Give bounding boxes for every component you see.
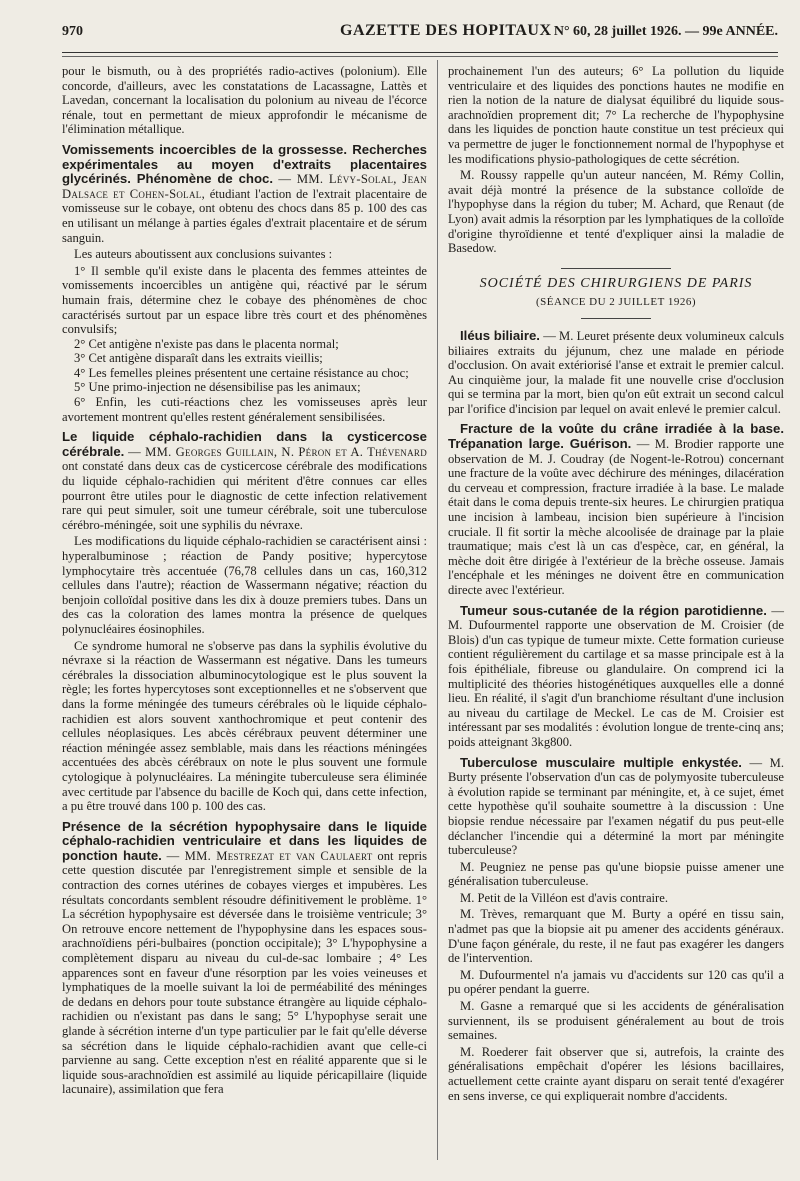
article-fracture [448,422,784,597]
article-text: — M. Dufourmentel rapporte une observation de M. Croisier (de Blois) d'un cas typique de tumeur mixte. Cette formation curieuse contient régulièrement du cartilage et sa masse principale est à la fois épithéliale, fibreuse ou glandulaire. On comprend ici la multiplicité des théories histogénétiques auxquelles elle a donné lieu. En réalité, il s'agit d'un branchiome résultant d'une inclusion au niveau du cartilage de Meckel. Le cas de M. Croisier est intéressant par ses modalités : évolution longue de trente-cinq ans; poids atteignant 3kg800. [448,603,784,749]
list-item: 4° Les femelles pleines présentent une certaine résistance au choc; [74,365,409,380]
discussion-paragraph: M. Roederer fait observer que si, autrefois, la crainte des généralisations empêchait d'opérer les lésions bacillaires, actuellement cette crainte ayant disparu on serait tenté d'exagérer en sens inverse, ce qui expliquerait nombre d'accidents. [448,1044,784,1103]
article-text: — M. Burty présente l'observation d'un cas de polymyosite tuberculeuse à évolution rapide se terminant par méningite, et, à ce sujet, émet cette hypothèse qu'il souhaite soumettre à la discussion : Une biopsie rendue nécessaire par l'examen négatif du pus peut-elle déclancher l'incendie qui a déterminé la mort par méningite tuberculeuse? [448,755,784,858]
article-authors: — MM. Georges Guillain, N. Péron et A. Thévenard [128,444,427,459]
conclusions-intro: Les auteurs aboutissent aux conclusions suivantes : [74,247,333,262]
issue-info: N° 60, 28 juillet 1926. — 99e ANNÉE. [553,24,778,39]
article-title: Présence de la sécrétion hypophysaire dans le liquide céphalo-rachidien ventriculaire et dans les liquides de ponction haute. [62,818,427,863]
article-cysticercose [62,430,427,813]
continued-paragraph: prochainement l'un des auteurs; 6° La pollution du liquide ventriculaire et des liquides des ponctions hautes ne modifie en rien la notion de la nature de dialysat équilibré du liquide sous-arachnoïdien proprement dit; 7° La recherche de l'hypophysine dans les liquides de ponction haute constitue un test précieux qui va permettre de juger le fonctionnement normal de l'hypophyse et les modifications physio-pathologiques de cette sécrétion. [448,64,784,166]
journal-title: GAZETTE DES HOPITAUX [340,22,552,39]
header-rule [62,52,778,53]
article-paragraph: Les modifications du liquide céphalo-rachidien se caractérisent ainsi : hyperalbuminose ; réaction de Pandy positive; hypercytose lymphocytaire très accentuée (76,78 cellules dans un cas, 160,312 cellules dans l'autre); réaction de Wassermann négative; réaction du benjoin colloïdal positive dans les dix à douze premiers tubes. Dans un des cas la coloration des lames montra la présence de quelques polynucléaires éosinophiles. [62,534,427,636]
header-rule-thin [62,56,778,57]
article-text: ont constaté dans deux cas de cysticercose cérébrale des modifications du liquide céphalo-rachidien qui méritent d'être connues car elles pourront être utiles pour le diagnostic de cette infection relativement rare qui peut simuler, soit une tumeur cérébrale, soit une tuberculose cérébro-méningée, soit une syphilis du névraxe. [62,459,427,532]
article-title: Fracture de la voûte du crâne irradiée à la base. Trépanation large. Guérison. [448,421,784,452]
article-hypophysaire [62,820,427,1097]
article-text: — M. Leuret présente deux volumineux calculs biliaires extraits du jéjunum, chez une malade en période d'occlusion. On avait extériorisé l'anse et extrait le premier calcul. Au cinquième jour, la malade fit une nouvelle crise d'occlusion qui se termina par la mort, bien qu'on eût extrait un second calcul par l'orifice d'incision par lequel on avait enlevé le premier calcul. [448,328,784,416]
article-title: Tumeur sous-cutanée de la région parotidienne. [460,602,767,618]
left-column [62,64,427,1099]
list-item: 6° Enfin, les cuti-réactions chez les vomisseuses après leur avortement montrent qu'elles restent généralement sensibilisées. [62,395,427,424]
article-tumeur [448,604,784,750]
list-item: 5° Une primo-injection ne désensibilise pas les animaux; [74,380,361,395]
article-text: étudiant l'action de l'extrait placentaire de vomisseuse sur le cobaye, ont obtenu des chocs dans 85 p. 100 des cas en utilisant un mélange à parties égales d'extrait placentaire et de sérum sanguin. [62,186,427,245]
section-rule [561,268,671,269]
article-paragraph: Ce syndrome humoral ne s'observe pas dans la syphilis évolutive du névraxe si la réaction de Wassermann est négative. Dans les tumeurs cérébrales la dissociation albuminocytologique est le plus souvent la règle; les fortes hypercytoses sont exceptionnelles et ne s'observent que dans la forme méningée des tumeurs cérébrales où le liquide céphalo-rachidien est alors souvent xanthochromique et peut contenir des cellules néoplasiques. Les abcès cérébraux peuvent déterminer une réaction méningée assez semblable, mais dans les réactions méningées accentuées des abcès cérébraux on note le plus souvent une formule cytologique à polynucléaires. La méningite tuberculeuse sera éliminée avec certitude par l'absence du bacille de Koch qui, dans cette infection, a pu être trouvé dans 100 p. 100 des cas. [62,638,427,814]
discussion-paragraph: M. Dufourmentel n'a jamais vu d'accidents sur 120 cas qu'il a pu opérer pendant la guerre. [448,967,784,997]
discussion-paragraph: M. Gasne a remarqué que si les accidents de généralisation surviennent, ils se produisent généralement au bout de trois semaines. [448,999,784,1043]
discussion-paragraph: M. Peugniez ne pense pas qu'une biopsie puisse amener une généralisation tuberculeuse. [448,859,784,889]
conclusions-list [62,264,427,425]
article-authors: — MM. Lévy-Solal, Jean Dalsace et Cohen-Solal, [62,172,427,201]
column-divider [437,60,438,1160]
list-item: 2° Cet antigène n'existe pas dans le placenta normal; [74,336,339,351]
article-vomissements [62,143,427,424]
article-ileus [448,329,784,417]
article-tuberculose [448,756,784,1104]
article-text: ont repris cette question discutée par l'enregistrement simple et sensible de la contraction des cornes utérines de cobayes vierges et impubères. Les résultats concordants semblent résoudre définitivement le problème. 1° La sécrétion hypophysaire est déversée dans le troisième ventricule; 3° On retrouve encore nettement de l'hypophysine dans les espaces sous-arachnoïdiens péri-bulbaires (ponction occipitale); 3° L'hypophysine a complètement disparu au niveau du cul-de-sac lombaire ; 4° Les apparences sont en faveur d'une résorption par les voies veineuses et lymphatiques de la moelle suivant la loi de perméabilité des méninges de dedans en dehors pour toute substance étrangère au liquide céphalo-rachidien ou n'existant pas dans le sang; 5° L'hypophyse serait une glande à sécrétion interne d'un type particulier par le fait qu'elle déverse sa sécrétion dans le liquide céphalo-rachidien avant que celle-ci parvienne au sang. Cette exception n'est en réalité apparente que si le liquide sous-arachnoïdien est assimilé au liquide péricapillaire (liquide lacunaire), assimilation que fera [62,848,427,1097]
societe-title: SOCIÉTÉ DES CHIRURGIENS DE PARIS [479,275,753,291]
list-item: 1° Il semble qu'il existe dans le placenta des femmes atteintes de vomissements incoercibles un antigène qui, réactivé par le sérum humain frais, détermine chez le cobaye des phénomènes de choc caractérisés surtout par un espace libre très court et des phénomènes convulsifs; [62,263,427,337]
article-authors: — MM. Mestrezat et van Caulaert [166,848,373,863]
article-title: Vomissements incoercibles de la grossesse. Recherches expérimentales au moyen d'extraits placentaires glycérinés. Phénomène de choc. [62,141,427,187]
article-title: Le liquide céphalo-rachidien dans la cysticercose cérébrale. [62,429,427,459]
list-item: 3° Cet antigène disparaît dans les extraits vieillis; [74,351,323,366]
right-column [448,64,784,1105]
page-number: 970 [62,24,83,39]
article-title: Tuberculose musculaire multiple enkystée. [460,754,742,770]
article-title: Iléus biliaire. [460,327,540,343]
article-text: — M. Brodier rapporte une observation de M. J. Coudray (de Nogent-le-Rotrou) concernant une fracture de la voûte avec déchirure des méninges, dilacération du cerveau et compression, fracture irradiée à la base. Le malade était dans le coma depuis trente-six heures. Le chirurgien pratiqua une incision à lambeau, incision bien supérieure à l'incision cruciale. Il fit sortir la mèche alcoolisée de drainage par la plaie traumatique; mais c'est là un cas d'espèce, car, en général, la mèche doit être dirigée à l'extérieur de la brèche osseuse. Jamais l'encéphale et les méninges ne doivent être en communication directe avec l'extérieur. [448,437,784,597]
page-header [62,20,778,50]
discussion-paragraph: M. Trèves, remarquant que M. Burty a opéré en tissu sain, n'admet pas que la biopsie ait pu amener des accidents généraux. D'une façon générale, du reste, il ne faut pas exagérer les dangers de l'intervention. [448,907,784,966]
intro-paragraph: pour le bismuth, ou à des propriétés radio-actives (polonium). Elle concorde, d'ailleurs, avec les constatations de Lacassagne, Lattès et Lavedan, concernant la localisation du polonium au niveau de l'écorce rénale, tout en permettant de mieux approfondir le mécanisme de l'élimination métallique. [62,64,427,137]
discussion-paragraph: M. Petit de la Villéon est d'avis contraire. [460,890,668,905]
societe-session: (SÉANCE DU 2 JUILLET 1926) [535,296,697,309]
roussy-paragraph: M. Roussy rappelle qu'un auteur nancéen, M. Rémy Collin, avait déjà montré la présence de la substance colloïde de l'hypophyse dans la région du tuber; M. Achard, que Renaut (de Lyon) avait admis la résorption par les lymphatiques de la colloïde d'origine thyroïdienne et tenté d'expliquer ainsi la maladie de Basedow. [448,168,784,256]
section-rule-short [581,318,651,319]
